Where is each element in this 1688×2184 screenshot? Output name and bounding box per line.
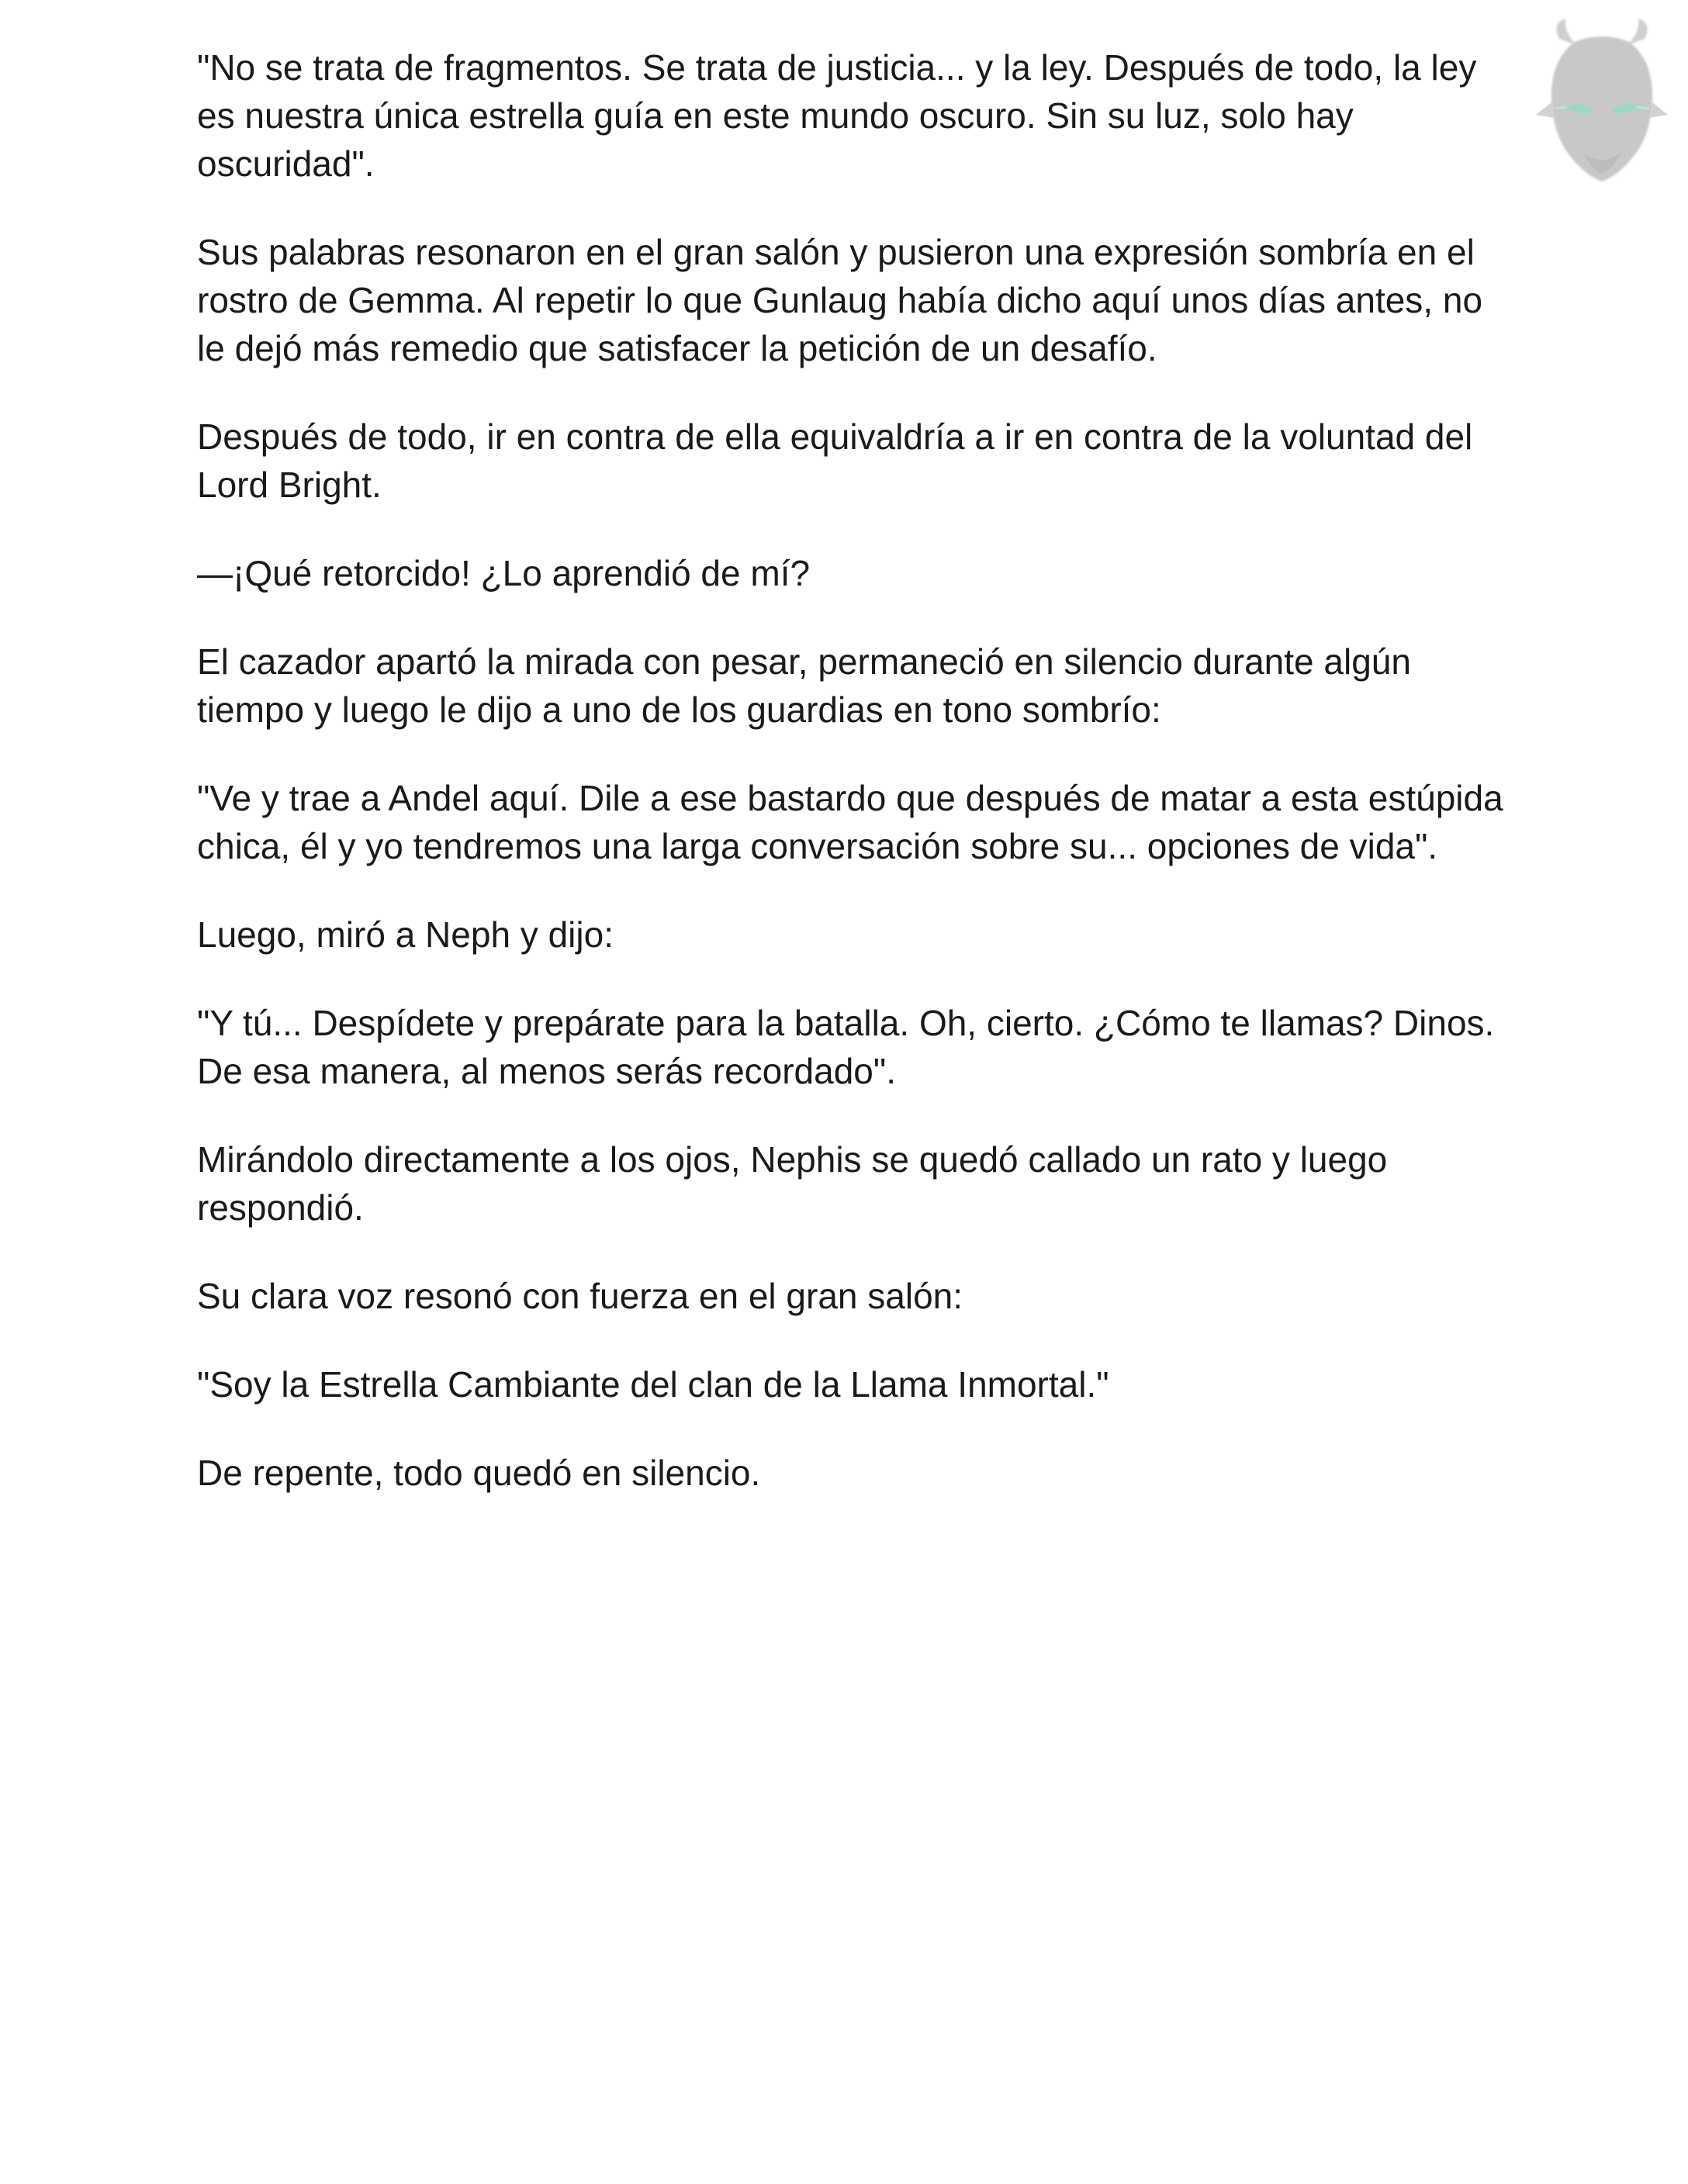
paragraph-10: Su clara voz resonó con fuerza en el gran salón:	[197, 1276, 963, 1316]
paragraph-4: —¡Qué retorcido! ¿Lo aprendió de mí?	[197, 553, 811, 593]
paragraph-6: "Ve y trae a Andel aquí. Dile a ese bastardo que después de matar a esta estúpida chica, él y yo tendremos una larga conversación sobre su... opciones de vida".	[197, 778, 1503, 866]
paragraph-8: "Y tú... Despídete y prepárate para la batalla. Oh, cierto. ¿Cómo te llamas? Dinos. De esa manera, al menos serás recordado".	[197, 1003, 1495, 1091]
paragraph-11: "Soy la Estrella Cambiante del clan de la Llama Inmortal."	[197, 1364, 1109, 1405]
paragraph-9: Mirándolo directamente a los ojos, Nephis se quedó callado un rato y luego respondió.	[197, 1139, 1388, 1228]
document-text	[197, 43, 1516, 1537]
paragraph-5: El cazador apartó la mirada con pesar, permaneció en silencio durante algún tiempo y luego le dijo a uno de los guardias en tono sombrío:	[197, 641, 1411, 730]
paragraph-12: De repente, todo quedó en silencio.	[197, 1453, 761, 1493]
paragraph-1: "No se trata de fragmentos. Se trata de justicia... y la ley. Después de todo, la ley es nuestra única estrella guía en este mundo oscuro. Sin su luz, solo hay oscuridad".	[197, 47, 1477, 184]
paragraph-2: Sus palabras resonaron en el gran salón y pusieron una expresión sombría en el rostro de Gemma. Al repetir lo que Gunlaug había dicho aquí unos días antes, no le dejó más remedio que satisfacer la petición de un desafío.	[197, 232, 1483, 368]
paragraph-3: Después de todo, ir en contra de ella equivaldría a ir en contra de la voluntad del Lord Bright.	[197, 416, 1473, 505]
demon-head-logo-icon	[1528, 16, 1676, 186]
paragraph-7: Luego, miró a Neph y dijo:	[197, 914, 614, 955]
